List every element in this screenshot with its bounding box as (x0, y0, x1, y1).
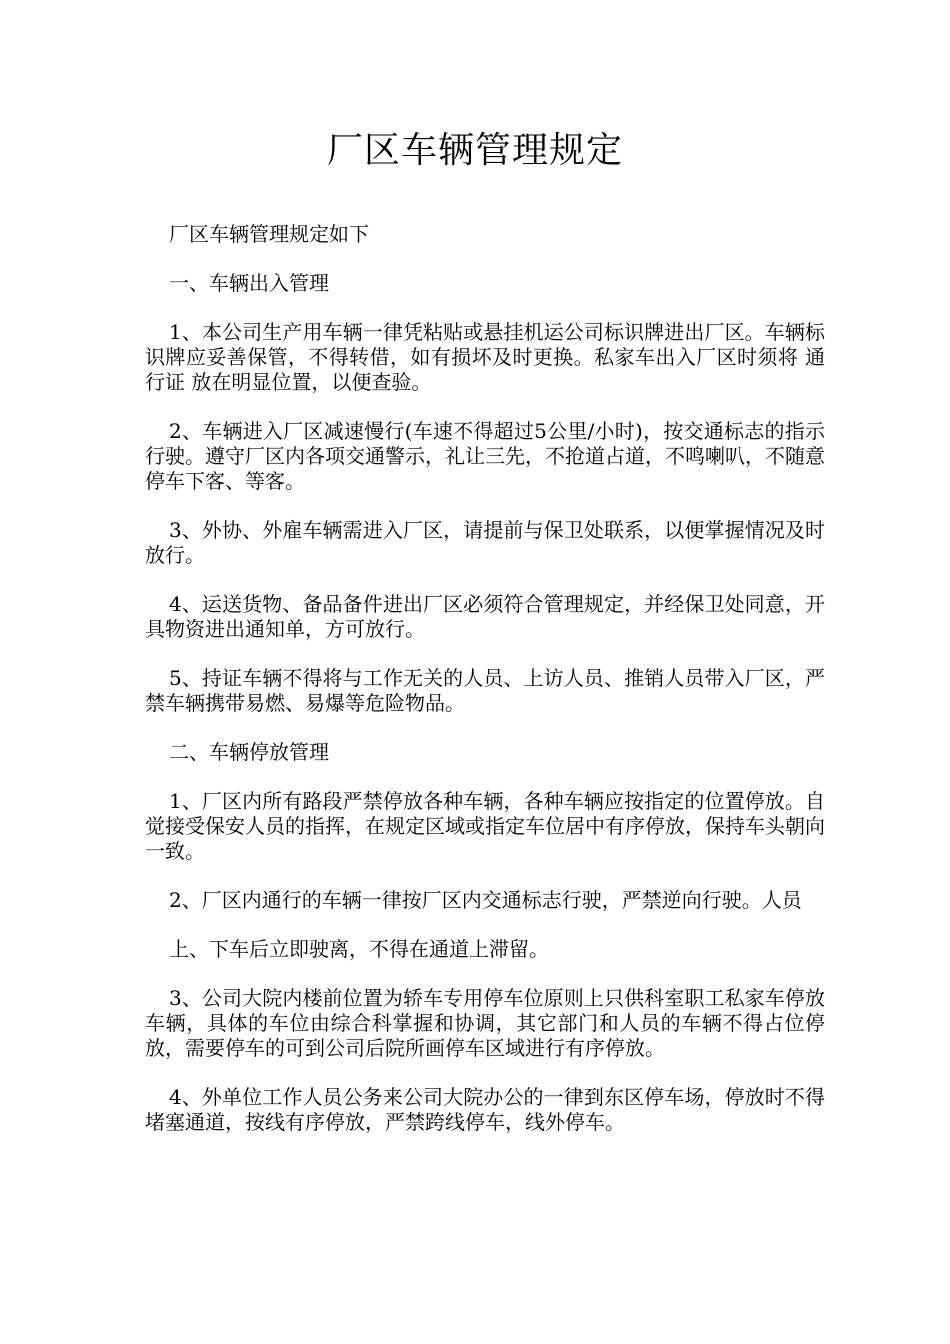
paragraph: 2、厂区内通行的车辆一律按厂区内交通标志行驶，严禁逆向行驶。人员 (169, 888, 802, 912)
paragraph: 1、厂区内所有路段严禁停放各种车辆，各种车辆应按指定的位置停放。自觉接受保安人员的指挥，在规定区域或指定车位居中有序停放，保持车头朝向一致。 (145, 789, 825, 863)
paragraph: 5、持证车辆不得将与工作无关的人员、上访人员、推销人员带入厂区，严禁车辆携带易燃、易爆等危险物品。 (145, 666, 825, 715)
paragraph: 1、本公司生产用车辆一律凭粘贴或悬挂机运公司标识牌进出厂区。车辆标识牌应妥善保管，不得转借，如有损坏及时更换。私家车出入厂区时须将 通行证 放在明显位置，以便查验。 (145, 320, 825, 394)
paragraph: 3、外协、外雇车辆需进入厂区，请提前与保卫处联系，以便掌握情况及时放行。 (145, 518, 825, 567)
document-title: 厂区车辆管理规定 (326, 130, 623, 171)
paragraph: 4、外单位工作人员公务来公司大院办公的一律到东区停车场，停放时不得堵塞通道，按线有序停放，严禁跨线停车，线外停车。 (145, 1085, 825, 1134)
paragraph: 4、运送货物、备品备件进出厂区必须符合管理规定，并经保卫处同意，开具物资进出通知单，方可放行。 (145, 592, 825, 641)
paragraph: 上、下车后立即驶离，不得在通道上滞留。 (169, 937, 549, 961)
document-body (145, 222, 825, 1159)
section-heading-entry-exit: 一、车辆出入管理 (169, 271, 329, 295)
intro-paragraph: 厂区车辆管理规定如下 (169, 222, 369, 246)
section-heading-parking: 二、车辆停放管理 (169, 740, 329, 764)
paragraph: 3、公司大院内楼前位置为轿车专用停车位原则上只供科室职工私家车停放车辆，具体的车位由综合科掌握和协调，其它部门和人员的车辆不得占位停放，需要停车的可到公司后院所画停车区域进行有序停放。 (145, 986, 825, 1060)
paragraph: 2、车辆进入厂区减速慢行(车速不得超过5公里/小时)，按交通标志的指示行驶。遵守厂区内各项交通警示，礼让三先，不抢道占道，不鸣喇叭，不随意停车下客、等客。 (145, 419, 825, 493)
